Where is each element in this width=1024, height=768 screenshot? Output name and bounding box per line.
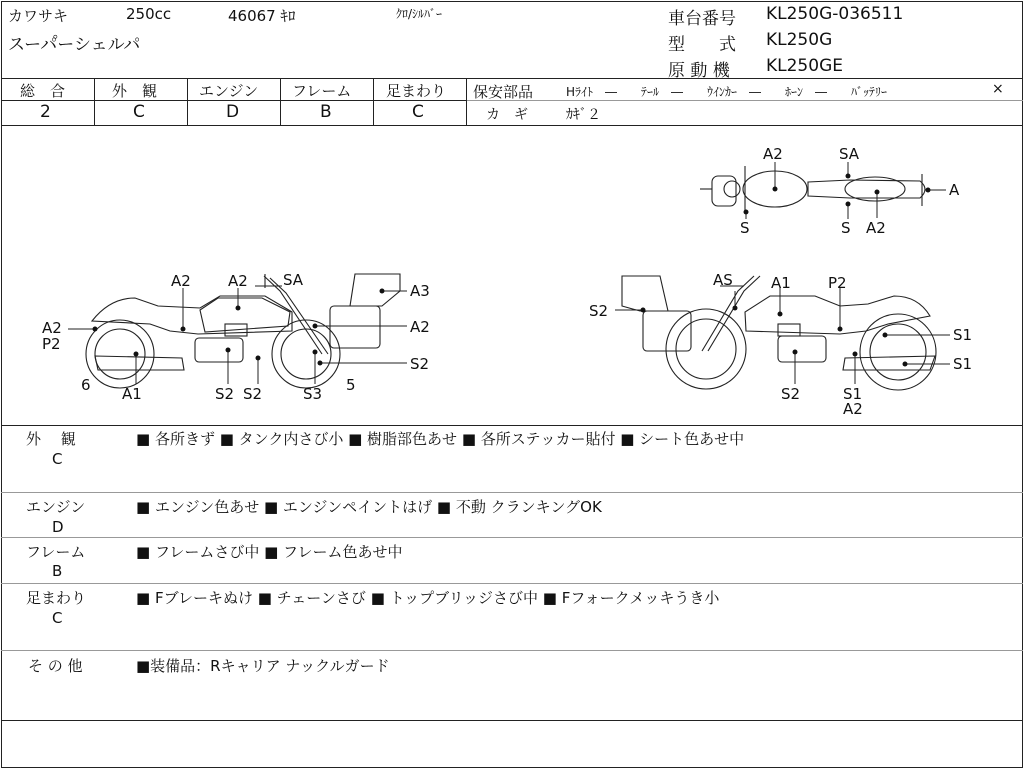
damage-code: S3	[303, 385, 323, 403]
engine-grade-label: エンジン	[199, 82, 259, 100]
damage-codes	[42, 145, 972, 418]
damage-diagram	[0, 126, 1024, 424]
divider	[1, 720, 1023, 721]
suspension-grade-label: 足まわり	[386, 82, 447, 100]
damage-code: A1	[771, 274, 791, 292]
right-side-motorcycle	[622, 276, 936, 390]
divider	[94, 78, 95, 125]
remark-label: そ の 他	[28, 657, 83, 675]
safety-items: Hﾗｲﾄ ― ﾃｰﾙ ― ｳｲﾝｶｰ ― ﾎｰﾝ ― ﾊﾞｯﾃﾘｰ	[566, 85, 888, 99]
remark-grade: D	[52, 518, 64, 536]
damage-code: S	[740, 219, 750, 237]
key-value: ｶｷﾞ２	[566, 107, 601, 123]
remark-text: ■ Fブレーキぬけ ■ チェーンさび ■ トップブリッジさび中 ■ Fフォークメッキうき小	[136, 589, 720, 607]
mileage: 46067 ｷﾛ	[228, 7, 296, 25]
remark-grade: B	[52, 562, 63, 580]
damage-code: P2	[828, 274, 847, 292]
divider	[1, 425, 1023, 426]
divider	[373, 78, 374, 125]
remark-text: ■ フレームさび中 ■ フレーム色あせ中	[136, 543, 403, 561]
damage-code: SA	[839, 145, 860, 163]
divider	[466, 78, 467, 125]
damage-code: SA	[283, 271, 304, 289]
damage-code: S2	[215, 385, 235, 403]
divider	[280, 78, 281, 125]
overall-grade: 2	[40, 102, 51, 122]
suspension-grade: C	[412, 102, 424, 122]
damage-code: S2	[243, 385, 263, 403]
frame-grade-label: フレーム	[292, 82, 352, 100]
damage-code: A3	[410, 282, 430, 300]
damage-code: A2	[171, 272, 191, 290]
model-code: KL250G	[766, 30, 833, 50]
maker: カワサキ	[8, 7, 69, 25]
key-label: カ ギ	[486, 107, 528, 123]
overall-label: 総 合	[20, 82, 66, 100]
remark-label: フレーム	[26, 543, 86, 561]
engine-label: 原 動 機	[668, 61, 730, 81]
remark-label: 足まわり	[26, 589, 87, 607]
color: ｸﾛ/ｼﾙﾊﾞｰ	[396, 7, 443, 21]
damage-code: A2	[228, 272, 248, 290]
battery-mark: ×	[992, 81, 1004, 97]
damage-code: A2	[843, 400, 863, 418]
damage-code: 5	[346, 376, 356, 394]
damage-code: A2	[410, 318, 430, 336]
damage-code: A2	[866, 219, 886, 237]
engine-code: KL250GE	[766, 56, 843, 76]
damage-code: S1	[953, 326, 973, 344]
damage-code: 6	[81, 376, 91, 394]
damage-code: A2	[763, 145, 783, 163]
leader-lines	[68, 162, 950, 384]
remark-grade: C	[52, 609, 63, 627]
divider	[1, 78, 1023, 79]
damage-code: S2	[781, 385, 801, 403]
damage-code: AS	[713, 271, 733, 289]
frame-grade: B	[320, 102, 332, 122]
left-side-motorcycle	[86, 274, 400, 388]
model-name: スーパ゚ーシェルパ	[8, 35, 141, 55]
exterior-grade: C	[133, 102, 145, 122]
engine-grade: D	[226, 102, 240, 122]
damage-code: S	[841, 219, 851, 237]
divider	[1, 583, 1023, 584]
damage-code: S1	[843, 385, 863, 403]
displacement: 250cc	[126, 5, 172, 23]
damage-code: S2	[589, 302, 609, 320]
remark-label: 外 観	[26, 430, 76, 448]
remark-text: ■ エンジン色あせ ■ エンジンペイントはげ ■ 不動 クランキングOK	[136, 498, 602, 516]
divider	[1, 537, 1023, 538]
remark-text: ■ 各所きず ■ タンク内さび小 ■ 樹脂部色あせ ■ 各所ステッカー貼付 ■ シート色あせ中	[136, 430, 745, 448]
divider	[187, 78, 188, 125]
frame-no: KL250G-036511	[766, 4, 904, 24]
damage-code: S2	[410, 355, 430, 373]
remark-text: ■装備品：Rキャリア ナックルガード	[136, 657, 390, 675]
damage-code: A2	[42, 319, 62, 337]
divider	[467, 100, 1023, 101]
exterior-label: 外 観	[112, 82, 158, 100]
top-view-motorcycle	[700, 166, 925, 212]
divider	[1, 492, 1023, 493]
divider	[1, 650, 1023, 651]
remark-label: エンジン	[26, 498, 86, 516]
model-label: 型 式	[668, 35, 736, 55]
damage-code: A	[949, 181, 960, 199]
frame-no-label: 車台番号	[668, 9, 736, 29]
damage-code: P2	[42, 335, 61, 353]
damage-code: S1	[953, 355, 973, 373]
damage-code: A1	[122, 385, 142, 403]
safety-label: 保安部品	[473, 83, 534, 101]
remark-grade: C	[52, 450, 63, 468]
